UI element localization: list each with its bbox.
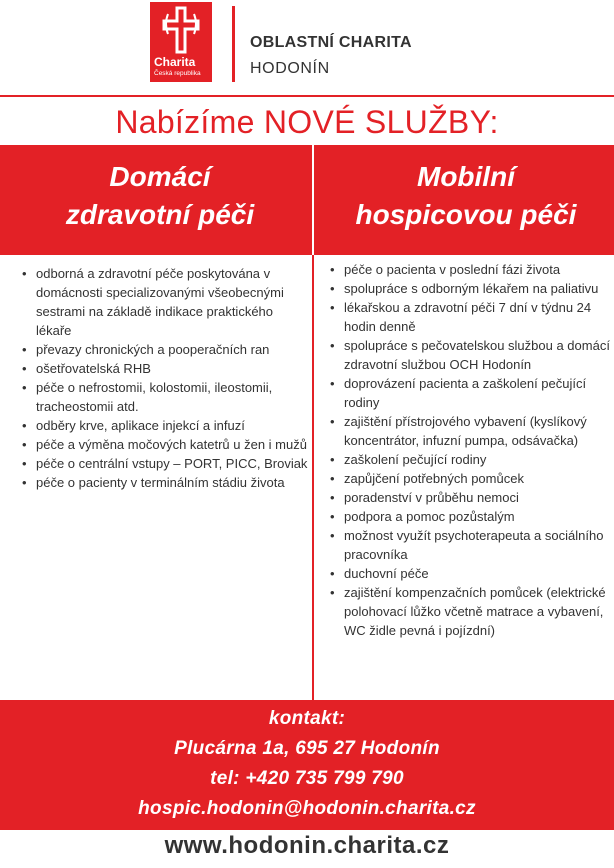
org-name: OBLASTNÍ CHARITA — [250, 34, 412, 51]
header-divider — [232, 6, 235, 82]
website-link[interactable]: www.hodonin.charita.cz — [164, 832, 450, 859]
list-item: • péče o pacienta v poslední fázi života — [330, 260, 612, 279]
logo-word: Charita — [154, 55, 196, 69]
list-item: • duchovní péče — [330, 564, 612, 583]
list-item: • péče a výměna močových katetrů u žen i mužů — [22, 435, 312, 454]
list-item: • převazy chronických a pooperačních ran — [22, 340, 312, 359]
headline: Nabízíme NOVÉ SLUŽBY: — [115, 104, 499, 140]
list-item: • doprovázení pacienta a zaškolení pečující rodiny — [330, 374, 612, 412]
list-item: • zaškolení pečující rodiny — [330, 450, 612, 469]
contact-address: Plucárna 1a, 695 27 Hodonín — [174, 738, 440, 759]
list-item: • péče o nefrostomii, kolostomii, ileostomii, tracheostomii atd. — [22, 378, 312, 416]
list-item: • odborná a zdravotní péče poskytována v domácnosti specializovanými všeobecnými sestrami na základě indikace praktického lékaře — [22, 264, 312, 340]
contact-label: kontakt: — [268, 708, 346, 729]
list-item: • spolupráce s pečovatelskou službou a domácí zdravotní službou OCH Hodonín — [330, 336, 612, 374]
hospice-care-title-line1: Mobilní — [417, 161, 515, 192]
list-item: • zajištění kompenzačních pomůcek (elektrické polohovací lůžko včetně matrace a vybavení, WC židle pevná i pojízdní) — [330, 583, 612, 640]
logo-subtitle: Česká republika — [154, 70, 201, 77]
column-divider — [312, 255, 314, 700]
top-rule — [0, 95, 614, 97]
hospice-care-title-line2: hospicovou péči — [355, 199, 577, 230]
list-item: • spolupráce s odborným lékařem na paliativu — [330, 279, 612, 298]
contact-email[interactable]: hospic.hodonin@hodonin.charita.cz — [138, 798, 476, 819]
charita-cross-icon — [160, 6, 202, 54]
list-item: • podpora a pomoc pozůstalým — [330, 507, 612, 526]
list-item: • lékařskou a zdravotní péči 7 dní v týdnu 24 hodin denně — [330, 298, 612, 336]
home-care-title-line1: Domácí — [109, 161, 211, 192]
list-item: • poradenství v průběhu nemoci — [330, 488, 612, 507]
list-item: • péče o pacienty v terminálním stádiu života — [22, 473, 312, 492]
home-care-title — [10, 158, 310, 234]
list-item: • zapůjčení potřebných pomůcek — [330, 469, 612, 488]
org-city: HODONÍN — [250, 60, 330, 77]
contact-phone[interactable]: tel: +420 735 799 790 — [210, 768, 404, 789]
list-item: • možnost využít psychoterapeuta a sociálního pracovníka — [330, 526, 612, 564]
home-care-list — [22, 264, 312, 492]
charita-logo — [150, 2, 212, 82]
list-item: • odběry krve, aplikace injekcí a infuzí — [22, 416, 312, 435]
list-item: • péče o centrální vstupy – PORT, PICC, Broviak — [22, 454, 312, 473]
list-item: • zajištění přístrojového vybavení (kyslíkový koncentrátor, infuzní pumpa, odsávačka) — [330, 412, 612, 450]
home-care-title-line2: zdravotní péči — [65, 199, 255, 230]
list-item: • ošetřovatelská RHB — [22, 359, 312, 378]
hospice-care-list — [330, 260, 612, 640]
hospice-care-title — [316, 158, 614, 234]
